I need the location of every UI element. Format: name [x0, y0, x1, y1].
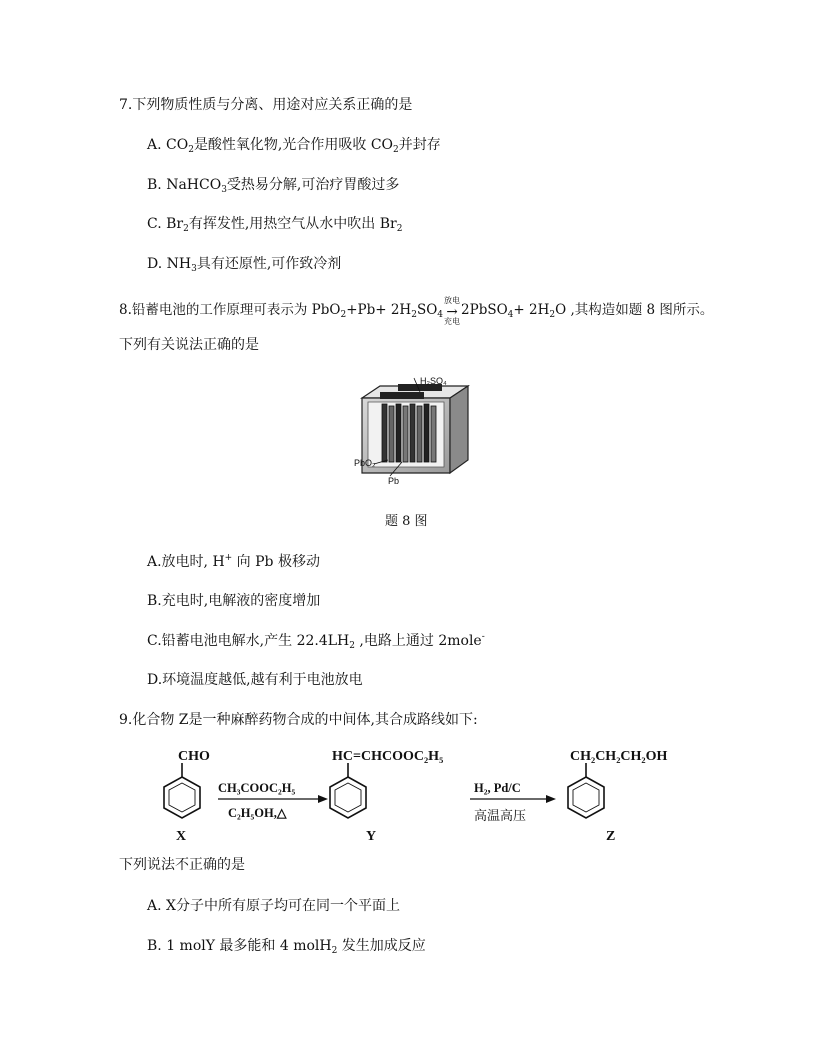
arrow-glyph: →: [446, 304, 458, 320]
text: C.铅蓄电池电解水,产生 22.4LH: [147, 633, 350, 649]
label-h2so4: H₂SO₄: [420, 376, 447, 386]
figure-caption: 题 8 图: [385, 514, 428, 529]
reaction-arrow: [443, 296, 461, 326]
q7-option-a: [147, 136, 441, 154]
label-y: Y: [366, 829, 377, 844]
text: 8.铅蓄电池的工作原理可表示为 PbO: [119, 302, 341, 318]
label-x: X: [176, 829, 187, 844]
subscript: 2: [349, 641, 355, 651]
q9-option-a: A. X分子中所有原子均可在同一个平面上: [147, 898, 400, 914]
z-substituent: CH₂CH₂CH₂OH: [570, 749, 668, 764]
reagent-2-top: H₂, Pd/C: [474, 781, 521, 795]
text: SO: [416, 302, 438, 318]
subscript: 3: [221, 185, 227, 195]
label-z: Z: [606, 829, 616, 844]
text: C. Br: [147, 216, 184, 232]
q9-stem: 9.化合物 Z是一种麻醉药物合成的中间体,其合成路线如下:: [119, 712, 478, 728]
reagent-2-bottom: 高温高压: [474, 809, 527, 824]
text: + 2H: [513, 302, 550, 318]
q8-stem-2: 下列有关说法正确的是: [119, 337, 259, 353]
subscript: 2: [393, 145, 399, 155]
text: D. NH: [147, 256, 192, 272]
text: B. 1 molY 最多能和 4 molH: [147, 938, 332, 954]
subscript: 2: [188, 145, 194, 155]
subscript: 2: [331, 946, 338, 956]
q7-stem: 7.下列物质性质与分离、用途对应关系正确的是: [119, 97, 413, 113]
q7-option-c: [147, 215, 402, 233]
arrow-bottom-label: 充电: [444, 317, 461, 326]
text: 2PbSO: [461, 302, 508, 318]
q9-option-b: [147, 937, 426, 955]
text: +Pb+ 2H: [346, 302, 412, 318]
q7-option-d: [147, 255, 341, 273]
subscript: 2: [396, 224, 403, 234]
subscript: 2: [340, 310, 347, 320]
q7-option-b: [147, 176, 399, 194]
battery-figure: [340, 368, 480, 493]
text: 有挥发性,用热空气从水中吹出 Br: [188, 216, 397, 232]
text: 向 Pb 极移动: [232, 554, 320, 570]
subscript: 2: [549, 310, 556, 320]
superscript: +: [224, 553, 233, 563]
q8-option-c: [147, 632, 485, 650]
superscript: -: [481, 632, 485, 642]
x-substituent: CHO: [178, 749, 210, 764]
text: B. NaHCO: [147, 177, 222, 193]
text: 发生加成反应: [337, 938, 426, 954]
subscript: 2: [411, 310, 417, 320]
q8-stem: [119, 296, 714, 326]
q8-option-b: B.充电时,电解液的密度增加: [147, 593, 321, 609]
subscript: 3: [191, 264, 197, 274]
battery-illustration: [340, 368, 480, 493]
q8-option-d: D.环境温度越低,越有利于电池放电: [147, 672, 363, 688]
subscript: 4: [437, 310, 444, 320]
text: 是酸性氧化物,光合作用吸收 CO: [193, 137, 394, 153]
x-inner-ring: [169, 783, 195, 812]
text: O ,其构造如题 8 图所示。: [555, 302, 714, 318]
q8-option-a: [147, 553, 320, 571]
text: ,电路上通过 2mole: [354, 633, 482, 649]
y-substituent: HC=CHCOOC₂H₅: [332, 749, 444, 764]
arrow-top-label: 放电: [444, 296, 461, 305]
subscript: 4: [507, 310, 514, 320]
reagent-1-bottom: C₂H₅OH,△: [228, 806, 287, 820]
text: 受热易分解,可治疗胃酸过多: [226, 177, 400, 193]
label-pb: Pb: [388, 476, 400, 486]
synthesis-scheme: [150, 745, 690, 850]
text: 具有还原性,可作致冷剂: [196, 256, 342, 272]
label-pbo2: PbO₂: [354, 458, 376, 468]
text: A. CO: [147, 137, 189, 153]
q9-stem-2: 下列说法不正确的是: [119, 857, 245, 873]
reagent-1-top: CH₃COOC₂H₅: [218, 781, 296, 795]
subscript: 2: [183, 224, 189, 234]
text: 并封存: [398, 137, 441, 153]
text: A.放电时, H: [147, 554, 225, 570]
